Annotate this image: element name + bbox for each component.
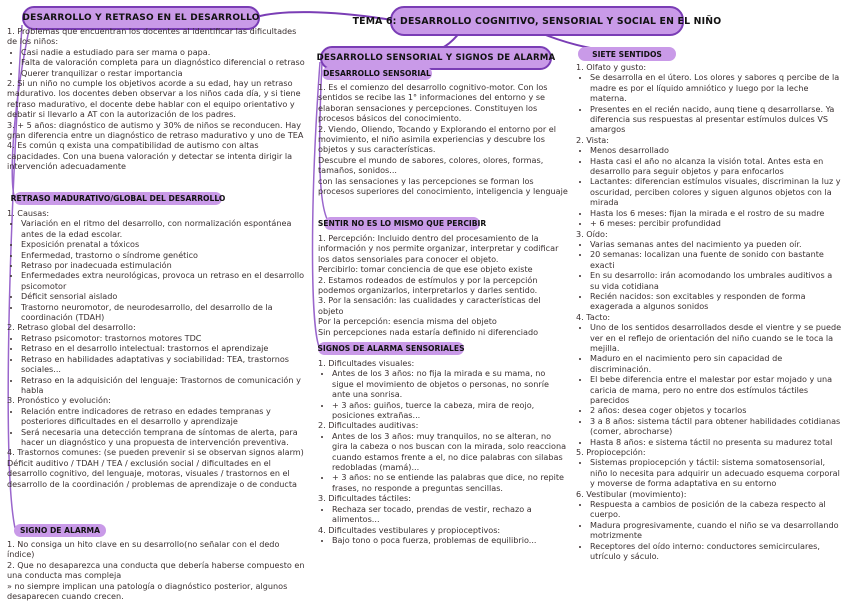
left-intro-p1: 1. Problemas que encuentran los docentes al identificar las dificultades de los niños: <box>7 26 297 47</box>
signos-h3: 3. Dificultades táctiles: <box>318 493 411 504</box>
sentido-list <box>576 72 842 134</box>
retraso-h2-list <box>7 333 305 395</box>
list-item: • Maduro en el nacimiento pero sin capacidad de discriminación. <box>590 353 842 374</box>
signos-h3-list <box>318 504 568 525</box>
signo-s3: » no siempre implican una patología o diagnóstico posterior, algunos desaparecen cuando crecen. <box>7 580 288 601</box>
signo-s1: 1. No consiga un hito clave en su desarrollo(no señalar con el dedo índice) <box>7 539 280 560</box>
sentido-head: 3. Oído: <box>576 228 608 239</box>
list-item: • Madura progresivamente, cuando el niño se va desarrollando motrizmente <box>590 520 842 541</box>
list-item: • + 3 años: no se entiende las palabras que dice, no repite frases, no responde a preguntas sencillas. <box>332 472 568 493</box>
list-item: • Respuesta a cambios de posición de la cabeza respecto al cuerpo. <box>590 499 842 520</box>
retraso-h3-list <box>7 406 305 448</box>
left-signo <box>7 539 305 601</box>
list-item: • Retraso en la adquisición del lenguaje: Trastornos de comunicación y habla <box>21 375 305 396</box>
sentido-list <box>576 499 842 561</box>
list-item: • Retraso en el desarrollo intelectual: trastornos el aprendizaje <box>21 343 305 353</box>
sentido-head: 2. Vista: <box>576 134 609 145</box>
list-item: • Recién nacidos: son excitables y responden de forma exagerada a algunos sonidos <box>590 291 842 312</box>
list-item: • Lactantes: diferencian estímulos visuales, discriminan la luz y oscuridad, perciben colores y siguen algunos objetos con la mirada <box>590 176 842 207</box>
list-item: • Retraso psicomotor: trastornos motores TDC <box>21 333 305 343</box>
retraso-pill: RETRASO MADURATIVO/GLOBAL DEL DESARROLLO <box>10 194 226 203</box>
left-intro-p2: 2. Si un niño no cumple los objetivos acorde a su edad, hay un retraso madurativo. los docentes deben observar a los niños cada día, y si tiene retraso madurativo, el docente debe hablar con el equipo orientativo y debatir si llevarlo a AT con la autorización de los padres. <box>7 78 301 120</box>
sentido-list <box>576 145 842 228</box>
list-item: • Falta de valoración completa para un diagnóstico diferencial o retraso <box>21 57 305 67</box>
list-item: • Menos desarrollado <box>590 145 842 155</box>
signos-sensoriales-pill: SIGNOS DE ALARMA SENSORIALES <box>317 344 465 353</box>
left-retraso <box>7 208 305 489</box>
retraso-h4: 4. Trastornos comunes: (se pueden prevenir si se observan signos alarm) Déficit auditivo / TDAH / TEA / exclusión social / dificultades en el desarrollo cognitivo, del lenguaje, motoras, visuales / trastornos en el desarrollo de la coordinación / problemas de aprendizaje o de conducta <box>7 447 304 489</box>
left-intro-p3: 3. + 5 años: diagnóstico de autismo y 30% de niños se reconducen. Hay gran diferencia entre un diagnóstico de retraso madurativo y uno de TEA <box>7 119 304 141</box>
list-item: • Bajo tono o poca fuerza, problemas de equilibrio... <box>332 535 568 545</box>
middle-sensorial <box>318 82 568 196</box>
list-item: • Variación en el ritmo del desarrollo, con normalización espontánea antes de la edad escolar. <box>21 218 305 239</box>
middle-sentir <box>318 233 568 337</box>
list-item: • + 6 meses: percibir profundidad <box>590 218 842 228</box>
middle-section-banner: DESARROLLO SENSORIAL Y SIGNOS DE ALARMA <box>320 46 552 70</box>
list-item: • Antes de los 3 años: muy tranquilos, no se alteran, no gira la cabeza o nos buscan con la mirada, solo reacciona cuando estamos frente a el, no dice palabras con silabas redobladas (mamá)... <box>332 431 568 473</box>
sentido-list <box>576 239 842 312</box>
sentir-l3: 2. Estamos rodeados de estímulos y por la percepción podemos organizarlos, interpretarlos y darles sentido. <box>318 274 538 296</box>
sentido-head: 5. Propiocepción: <box>576 447 646 458</box>
list-item: • Enfermedades extra neurológicas, provoca un retraso en el desarrollo psicomotor <box>21 270 305 291</box>
sentido-list <box>576 322 842 447</box>
list-item: • En su desarrollo: irán acomodando los umbrales auditivos a su vida cotidiana <box>590 270 842 291</box>
signos-h4: 4. Dificultades vestibulares y propioceptivos: <box>318 524 501 535</box>
left-intro-list <box>7 47 305 78</box>
list-item: • Déficit sensorial aislado <box>21 291 305 301</box>
list-item: • Hasta 8 años: e sistema táctil no presenta su madurez total <box>590 437 842 447</box>
list-item: • Sistemas propiocepción y táctil: sistema somatosensorial, niño lo necesita para adquirir un adecuado esquema corporal y moverse de forma adaptativa en su entorno <box>590 457 842 488</box>
list-item: • Será necesaria una detección temprana de síntomas de alerta, para hacer un diagnóstico y una propuesta de intervención preventiva. <box>21 427 305 448</box>
list-item: • Casi nadie a estudiado para ser mama o papa. <box>21 47 305 57</box>
right-siete-sentidos <box>576 62 842 562</box>
retraso-h1: 1. Causas: <box>7 208 50 218</box>
desarrollo-sensorial-pill: DESARROLLO SENSORIAL <box>323 69 431 78</box>
sentir-l4: 3. Por la sensación: las cualidades y características del objeto <box>318 295 541 316</box>
retraso-h3: 3. Pronóstico y evolución: <box>7 395 111 406</box>
list-item: • Exposición prenatal a tóxicos <box>21 239 305 249</box>
list-item: • Querer tranquilizar o restar importancia <box>21 68 305 78</box>
signos-h1: 1. Dificultades visuales: <box>318 358 415 368</box>
left-intro <box>7 26 305 172</box>
sensorial-p3: Descubre el mundo de sabores, colores, olores, formas, tamaños, sonidos... <box>318 154 544 176</box>
list-item: • Varias semanas antes del nacimiento ya pueden oír. <box>590 239 842 249</box>
siete-sentidos-pill: SIETE SENTIDOS <box>578 47 676 61</box>
list-item: • Se desarrolla en el útero. Los olores y sabores q percibe de la madre es por el líquido amniótico y luego por la leche materna. <box>590 72 842 103</box>
list-item: • Receptores del oído interno: conductores semicirculares, utrículo y sáculo. <box>590 541 842 562</box>
sentido-head: 4. Tacto: <box>576 311 611 322</box>
list-item: • Trastorno neuromotor, de neurodesarrollo, del desarrollo de la coordinación (TDAH) <box>21 302 305 323</box>
middle-signos <box>318 358 568 545</box>
list-item: • Hasta casi el año no alcanza la visión total. Antes esta en desarrollo para seguir objetos y para enfocarlos <box>590 156 842 177</box>
signos-h2: 2. Dificultades auditivas: <box>318 420 419 431</box>
list-item: • Antes de los 3 años: no fija la mirada e su mama, no sigue el movimiento de objetos o personas, no sonríe ante una sonrisa. <box>332 368 568 399</box>
signos-h1-list <box>318 368 568 420</box>
sentir-l6: Sin percepciones nada estaría definido ni diferenciado <box>318 326 539 337</box>
sentir-l1: 1. Percepción: Incluido dentro del procesamiento de la información y nos permite organizar, interpretar y codificar los datos sensoriales para conocer el objeto. <box>318 233 559 264</box>
sensorial-p2: 2. Viendo, Oliendo, Tocando y Explorando el entorno por el movimiento, el niño asimila experiencias y descubre los objetos y sus características. <box>318 123 556 155</box>
main-title-banner: TEMA 6: DESARROLLO COGNITIVO, SENSORIAL Y SOCIAL EN EL NIÑO <box>390 6 684 36</box>
sentido-list <box>576 457 842 488</box>
list-item: • + 3 años: guiños, tuerce la cabeza, mira de reojo, posiciones extrañas... <box>332 400 568 421</box>
signos-h2-list <box>318 431 568 493</box>
left-intro-p4: 4. Es común q exista una compatibilidad de autismo con altas capacidades. Con una buena valoración y detectar se intenta dirigir la intervención adecuadamente <box>7 140 293 172</box>
list-item: • Rechaza ser tocado, prendas de vestir, rechazo a alimentos... <box>332 504 568 525</box>
list-item: • El bebe diferencia entre el malestar por estar mojado y una caricia de mama, pero no entre dos estímulos táctiles parecidos <box>590 374 842 405</box>
sentir-l5: Por la percepción: esencia misma del objeto <box>318 316 497 327</box>
signos-h4-list <box>318 535 568 545</box>
list-item: • Relación entre indicadores de retraso en edades tempranas y posteriores dificultades en el desarrollo y aprendizaje <box>21 406 305 427</box>
retraso-h2: 2. Retraso global del desarrollo: <box>7 322 136 333</box>
sentir-percibir-pill: SENTIR NO ES LO MISMO QUE PERCIBIR <box>317 219 487 228</box>
list-item: • Retraso en habilidades adaptativas y sociabilidad: TEA, trastornos sociales... <box>21 354 305 375</box>
sentir-l2: Percibirlo: tomar conciencia de que ese objeto existe <box>318 264 533 275</box>
signo-s2: 2. Que no desaparezca una conducta que debería haberse compuesto en una conducta mas compleja <box>7 559 305 581</box>
list-item: • Retraso por inadecuada estimulación <box>21 260 305 270</box>
list-item: • Hasta los 6 meses: fijan la mirada e el rostro de su madre <box>590 208 842 218</box>
list-item: • 2 años: desea coger objetos y tocarlos <box>590 405 842 415</box>
list-item: • 20 semanas: localizan una fuente de sonido con bastante exacti <box>590 249 842 270</box>
retraso-h1-list <box>7 218 305 322</box>
list-item: • Presentes en el recién nacido, aunq tiene q desarrollarse. Ya diferencia sus respuestas al presentar estímulos dulces VS amargos <box>590 104 842 135</box>
list-item: • Enfermedad, trastorno o síndrome genético <box>21 250 305 260</box>
signo-alarma-pill: SIGNO DE ALARMA <box>14 524 106 537</box>
list-item: • Uno de los sentidos desarrollados desde el vientre y se puede ver en el reflejo de orientación del niño cuando se le toca la mejilla. <box>590 322 842 353</box>
sensorial-p4: con las sensaciones y las percepciones se forman los procesos superiores del conocimiento, inteligencia y lenguaje <box>318 175 568 197</box>
sentido-head: 1. Olfato y gusto: <box>576 62 647 72</box>
left-section-banner: DESARROLLO Y RETRASO EN EL DESARROLLO <box>22 6 260 30</box>
list-item: • 3 a 8 años: sistema táctil para obtener habilidades cotidianas (comer, abrocharse) <box>590 416 842 437</box>
sensorial-p1: 1. Es el comienzo del desarrollo cognitivo-motor. Con los sentidos se recibe las 1° informaciones del entorno y se elaboran sensaciones y percepciones. Constituyen los procesos básicos del conocimiento. <box>318 82 548 124</box>
sentido-head: 6. Vestibular (movimiento): <box>576 488 687 499</box>
